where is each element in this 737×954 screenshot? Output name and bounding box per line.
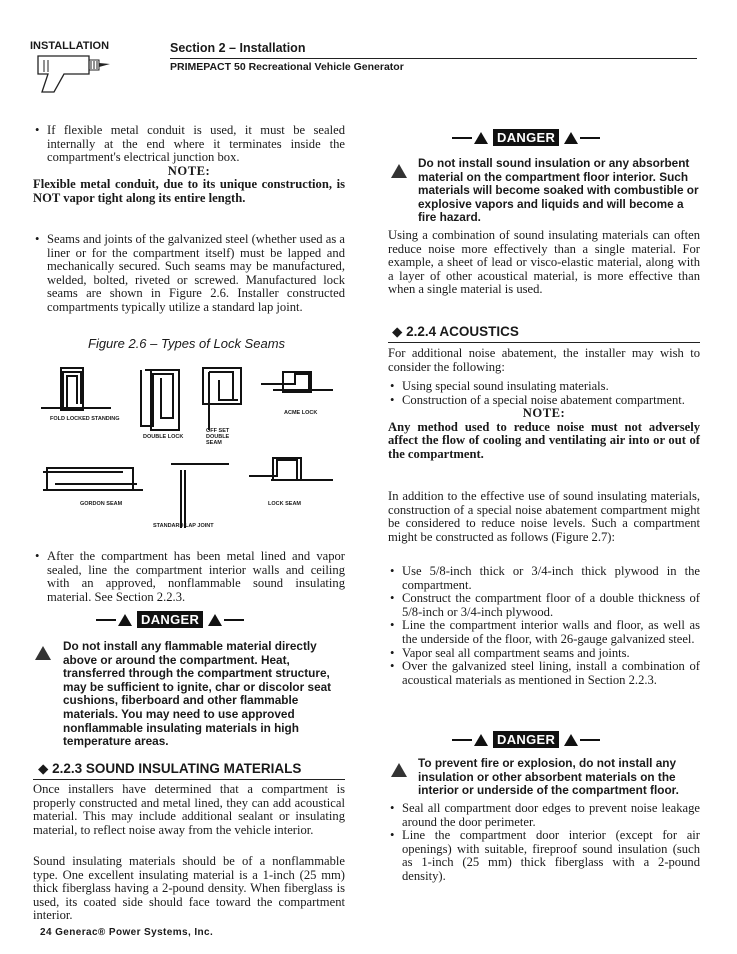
list-item: • Seams and joints of the galvanized steel (whether used as a liner or for the compartment itself) must be lapped and mechanically secured. Such seams may be manufactured, welded, bolted, riveted or screwed. Manufactured lock seams are shown in Figure 2.6. Installer constructed compartments typically utilize a standard lap joint. — [33, 233, 345, 315]
list-item: • Line the compartment door interior (except for air openings) with suitable, fireproof sound insulation (such as 1-inch (25 mm) thick fiberglass with a 2-pound density). — [388, 829, 700, 883]
paragraph: Sound insulating materials should be of a nonflammable type. One excellent insulating material is a 1-inch (25 mm) thick fiberglass having a 2-pound density. When fiberglass is used, its coated side should face toward the compartment interior. — [33, 854, 345, 923]
lock-seams-figure — [33, 360, 345, 535]
section-heading — [38, 761, 301, 777]
seam-label: FOLD LOCKED STANDING — [50, 416, 120, 422]
paragraph: For additional noise abatement, the installer may wish to consider the following: — [388, 346, 700, 374]
paragraph: Once installers have determined that a compartment is properly constructed and metal lined, they can add acoustical material. This may include additional sealant or insulating material, to reflect noise away from the vehicle interior. — [33, 782, 345, 837]
list-item: • Use 5/8-inch thick or 3/4-inch thick plywood in the compartment. — [388, 565, 700, 592]
seam-label: LOCK SEAM — [268, 501, 301, 507]
note-label: NOTE: — [167, 163, 211, 178]
danger-banner — [452, 731, 600, 748]
section-heading-text: 2.2.4 ACOUSTICS — [406, 324, 519, 339]
seam-label: OFF SET DOUBLE SEAM — [206, 428, 230, 446]
list-item: • Line the compartment interior walls and floor, as well as the underside of the floor, with 26-gauge galvanized steel. — [388, 619, 700, 646]
danger-label: DANGER — [493, 731, 559, 748]
paragraph: In addition to the effective use of sound insulating materials, construction of a special noise abatement compartment might be considered to reduce noise levels. Such a compartment might be constructed as follows (Figure 2.7): — [388, 489, 700, 544]
list-item: • Vapor seal all compartment seams and joints. — [388, 647, 700, 661]
section-heading-text: 2.2.3 SOUND INSULATING MATERIALS — [52, 761, 302, 776]
paragraph: Using a combination of sound insulating materials can often reduce noise more effectively than a single material. For example, a sheet of lead or visco-elastic material, along with a layer of other acoustical material, is more effective than when a single material is used. — [388, 228, 700, 297]
warning-icon — [118, 614, 132, 626]
diamond-icon: ◆ — [38, 761, 53, 776]
note-text: Any method used to reduce noise must not adversely affect the flow of cooling and ventilating air into or out of the compartment. — [388, 419, 700, 461]
seam-label: ACME LOCK — [284, 410, 318, 416]
danger-banner — [452, 129, 600, 146]
danger-text: To prevent fire or explosion, do not install any insulation or other absorbent materials on the interior or underside of the compartment floor. — [418, 756, 679, 798]
list-item: • Over the galvanized steel lining, install a combination of acoustical materials as mentioned in Section 2.2.3. — [388, 660, 700, 687]
warning-icon — [474, 734, 488, 746]
list-item: • Construct the compartment floor of a double thickness of 5/8-inch or 3/4-inch plywood. — [388, 592, 700, 619]
danger-text: Do not install sound insulation or any absorbent material on the compartment floor interior. Such materials will become soaked with combustible or explosive vapors and liquids and will become a fire hazard. — [418, 156, 699, 225]
header-tab-label: INSTALLATION — [30, 40, 110, 52]
seam-label: STANDARD LAP JOINT — [153, 523, 214, 529]
danger-text: Do not install any flammable material directly above or around the compartment. Heat, transferred through the compartment structure, may be sufficient to ignite, char or discolor seat cushions, fiberboard and other flammable materials. You may need to use approved nonflammable insulating materials in high temperature areas. — [63, 639, 332, 749]
warning-icon — [564, 734, 578, 746]
warning-icon — [564, 132, 578, 144]
figure-title: Figure 2.6 – Types of Lock Seams — [88, 336, 286, 351]
danger-label: DANGER — [137, 611, 203, 628]
hazard-icon — [35, 646, 51, 660]
heading-rule — [33, 779, 345, 780]
list-item: • Construction of a special noise abatement compartment. — [388, 394, 700, 408]
header-rule — [170, 58, 697, 59]
hazard-icon — [391, 164, 407, 178]
diamond-icon: ◆ — [392, 324, 407, 339]
list-item: • Using special sound insulating materials. — [388, 380, 700, 394]
seam-label: GORDON SEAM — [80, 501, 123, 507]
danger-label: DANGER — [493, 129, 559, 146]
danger-banner — [96, 611, 244, 628]
section-heading — [392, 324, 519, 340]
seam-label: DOUBLE LOCK — [143, 434, 184, 440]
warning-icon — [474, 132, 488, 144]
hazard-icon — [391, 763, 407, 777]
note-label: NOTE: — [522, 406, 566, 421]
list-item: • If flexible metal conduit is used, it must be sealed internally at the end where it terminates inside the compartment's electrical junction box. — [33, 124, 345, 165]
drill-icon — [34, 52, 114, 94]
list-item: • Seal all compartment door edges to prevent noise leakage around the door perimeter. — [388, 802, 700, 829]
section-title: Section 2 – Installation — [170, 41, 306, 55]
list-item: • After the compartment has been metal lined and vapor sealed, line the compartment interior walls and ceiling with an approved, nonflammable sound insulating material. See Section 2.2.3. — [33, 550, 345, 604]
heading-rule — [388, 342, 700, 343]
document-subtitle: PRIMEPACT 50 Recreational Vehicle Generator — [170, 61, 404, 73]
page-footer: 24 Generac® Power Systems, Inc. — [40, 927, 214, 938]
note-text: Flexible metal conduit, due to its unique construction, is NOT vapor tight along its entire length. — [33, 177, 345, 205]
warning-icon — [208, 614, 222, 626]
